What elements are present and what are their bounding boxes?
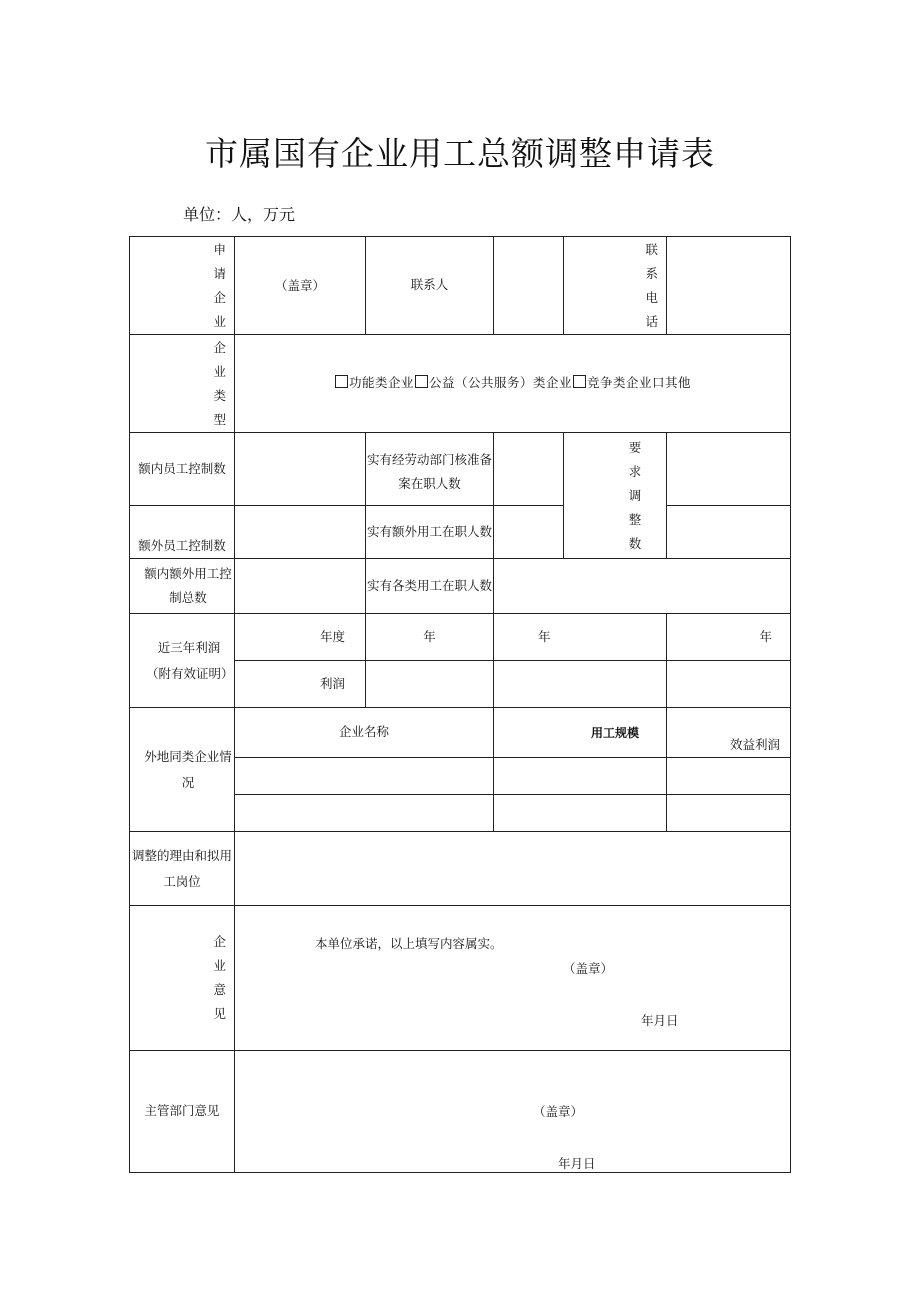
year-3[interactable]: 年 — [667, 614, 791, 661]
row-peer-header — [130, 708, 791, 758]
company-type-label-cell — [130, 335, 235, 433]
dept-content[interactable] — [235, 1051, 791, 1173]
opinion-date: 年月日 — [641, 1013, 679, 1028]
type-label-char: 业 — [213, 363, 226, 379]
outer-control-input[interactable] — [235, 506, 366, 559]
contact-person-label: 联系人 — [366, 237, 494, 335]
profit-input-1[interactable] — [366, 661, 494, 708]
row-total-control — [130, 559, 791, 614]
application-form-table — [129, 236, 791, 1173]
peer-profit-input[interactable] — [667, 758, 791, 795]
opinion-label-char: 业 — [213, 958, 226, 973]
reason-input[interactable] — [235, 832, 791, 906]
peer-profit-input[interactable] — [667, 795, 791, 832]
adjust-label-cell — [564, 433, 667, 559]
applicant-label-char: 请 — [213, 265, 226, 281]
phone-label-char: 话 — [645, 313, 658, 329]
promise-text: 本单位承诺，以上填写内容属实。 — [315, 936, 503, 951]
adjust-label-char: 数 — [628, 535, 642, 551]
opinion-label-char: 企 — [213, 934, 226, 949]
type-label-char: 型 — [213, 411, 226, 427]
profit-input-3[interactable] — [667, 661, 791, 708]
peer-scale-input[interactable] — [494, 795, 667, 832]
outer-control-label: 额外员工控制数 — [130, 506, 235, 559]
adjust-label-char: 调 — [628, 487, 642, 503]
year-1[interactable]: 年 — [366, 614, 494, 661]
seal-label: （盖章） — [274, 278, 325, 293]
profit-header: 利润 — [235, 661, 366, 708]
contact-person-input[interactable] — [494, 237, 564, 335]
peer-name-input[interactable] — [235, 795, 494, 832]
inner-control-input[interactable] — [235, 433, 366, 506]
peer-name-header: 企业名称 — [235, 708, 494, 758]
contact-phone-input[interactable] — [667, 237, 791, 335]
row-profit-years — [130, 614, 791, 661]
page-title: 市属国有企业用工总额调整申请表 — [205, 134, 715, 173]
row-inner-control — [130, 433, 791, 506]
phone-label-char: 系 — [645, 265, 658, 281]
year-2[interactable]: 年 — [494, 614, 667, 661]
total-control-label: 额内额外用工控制总数 — [130, 559, 235, 614]
row-reason — [130, 832, 791, 906]
reason-label: 调整的理由和拟用工岗位 — [130, 832, 235, 906]
peer-scale-header: 用工规模 — [494, 708, 667, 758]
applicant-seal-cell[interactable] — [235, 237, 366, 335]
type-label-char: 企 — [213, 339, 226, 355]
actual-outer-label: 实有额外用工在职人数 — [366, 506, 494, 559]
checkbox-public[interactable] — [415, 375, 428, 388]
total-control-input[interactable] — [235, 559, 366, 614]
row-applicant — [130, 237, 791, 335]
opinion-seal: （盖章） — [563, 961, 614, 976]
opinion-label-cell — [130, 906, 235, 1051]
actual-approved-input[interactable] — [494, 433, 564, 506]
applicant-label-char: 业 — [213, 313, 226, 329]
option-functional: 功能类企业 — [348, 375, 414, 391]
row-dept-opinion — [130, 1051, 791, 1173]
inner-control-label: 额内员工控制数 — [130, 433, 235, 506]
dept-label: 主管部门意见 — [130, 1051, 235, 1173]
actual-approved-label: 实有经劳动部门核准备案在职人数 — [366, 433, 494, 506]
adjust-label-char: 要 — [628, 439, 642, 455]
peer-name-input[interactable] — [235, 758, 494, 795]
option-public: 公益（公共服务）类企业 — [428, 375, 572, 391]
profit-label: 近三年利润（附有效证明） — [130, 614, 235, 708]
checkbox-functional[interactable] — [335, 375, 348, 388]
company-type-options — [235, 335, 791, 433]
opinion-content[interactable] — [235, 906, 791, 1051]
actual-all-input[interactable] — [494, 559, 791, 614]
contact-phone-label-cell — [564, 237, 667, 335]
peer-label: 外地同类企业情况 — [130, 708, 235, 832]
peer-profit-header: 效益利润 — [667, 708, 791, 758]
opinion-label-char: 见 — [213, 1006, 226, 1021]
adjust-label-char: 整 — [628, 511, 642, 527]
actual-all-label: 实有各类用工在职人数 — [366, 559, 494, 614]
dept-date: 年月日 — [558, 1156, 596, 1171]
applicant-label-char: 企 — [213, 289, 226, 305]
row-outer-control — [130, 506, 791, 559]
option-competitive: 竞争类企业口其他 — [587, 375, 692, 391]
unit-note: 单位：人，万元 — [183, 205, 296, 224]
row-company-type — [130, 335, 791, 433]
dept-seal: （盖章） — [533, 1104, 584, 1119]
phone-label-char: 电 — [645, 289, 658, 305]
applicant-label-cell — [130, 237, 235, 335]
year-header: 年度 — [235, 614, 366, 661]
peer-scale-input[interactable] — [494, 758, 667, 795]
row-company-opinion — [130, 906, 791, 1051]
checkbox-competitive[interactable] — [573, 375, 586, 388]
adjust-label-char: 求 — [628, 463, 642, 479]
type-label-char: 类 — [213, 387, 226, 403]
opinion-label-char: 意 — [213, 982, 226, 997]
phone-label-char: 联 — [645, 241, 658, 257]
adjust-input-2[interactable] — [667, 506, 791, 559]
actual-outer-input[interactable] — [494, 506, 564, 559]
applicant-label-char: 申 — [213, 241, 226, 257]
adjust-input-1[interactable] — [667, 433, 791, 506]
profit-input-2[interactable] — [494, 661, 667, 708]
